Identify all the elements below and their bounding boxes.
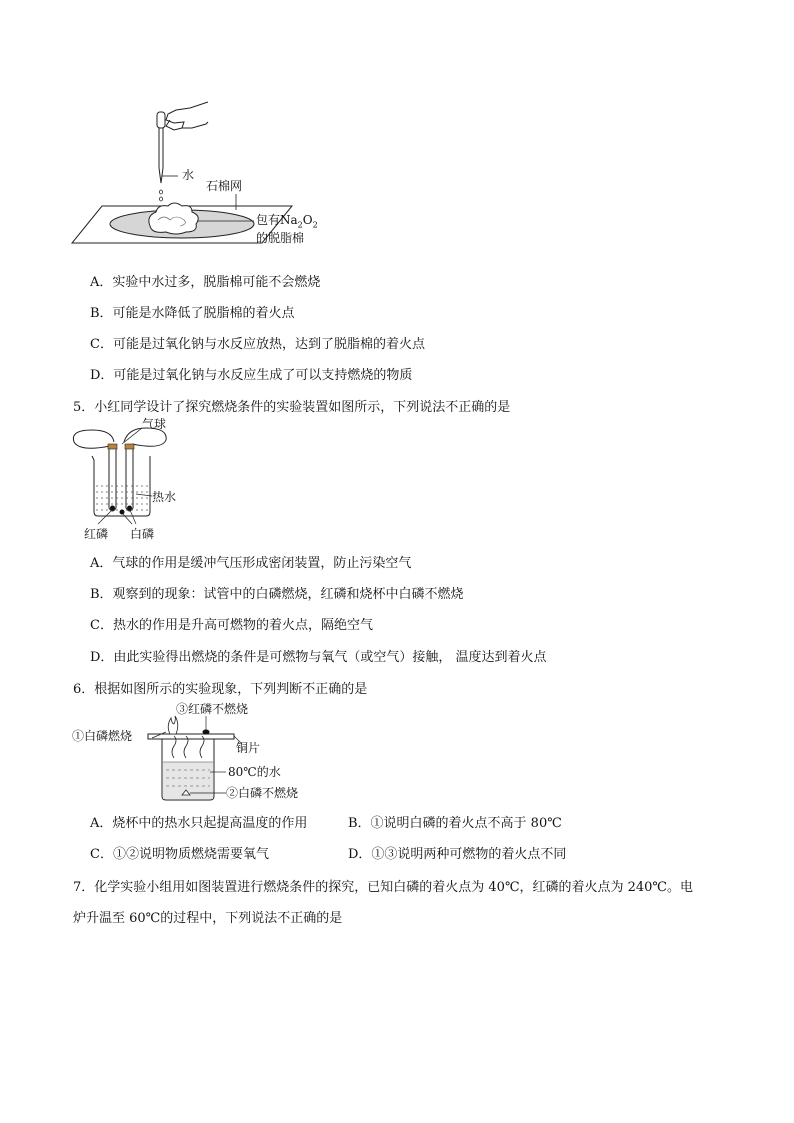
figure-q5 [70, 416, 190, 544]
q5-stem: 5．小红同学设计了探究燃烧条件的实验装置如图所示，下列说法不正确的是 [73, 400, 511, 415]
label-hot-water: 热水 [152, 490, 177, 504]
q6-option-d: D．①③说明两种可燃物的着火点不同 [348, 847, 567, 862]
q6-option-a: A．烧杯中的热水只起提高温度的作用 [90, 816, 308, 831]
label-cotton [256, 214, 318, 229]
cotton-text-2: O [302, 213, 313, 227]
q5-option-a: A．气球的作用是缓冲气压形成密闭装置，防止污染空气 [90, 556, 412, 571]
q4-option-d: D．可能是过氧化钠与水反应生成了可以支持燃烧的物质 [90, 368, 413, 383]
q7-stem-line-1: 7．化学实验小组用如图装置进行燃烧条件的探究，已知白磷的着火点为 40℃，红磷的着火点为 240℃。电 [73, 880, 693, 895]
q6-stem: 6．根据如图所示的实验现象，下列判断不正确的是 [73, 682, 368, 697]
label-red-p-not-burning: ③红磷不燃烧 [176, 702, 249, 716]
q7-stem-line-2: 炉升温至 60℃的过程中，下列说法不正确的是 [73, 911, 343, 926]
label-white-p-burning: ①白磷燃烧 [72, 729, 133, 743]
q4-option-a: A．实验中水过多，脱脂棉可能不会燃烧 [90, 275, 321, 290]
label-80c-water: 80℃的水 [228, 765, 281, 779]
q5-option-d: D．由此实验得出燃烧的条件是可燃物与氧气（或空气）接触， 温度达到着火点 [90, 650, 547, 665]
q4-option-b: B．可能是水降低了脱脂棉的着火点 [90, 306, 295, 321]
q6-option-c: C．①②说明物质燃烧需要氧气 [90, 847, 269, 862]
figure-q4 [70, 98, 330, 248]
figure-q5-drawing [70, 416, 190, 544]
label-cotton-2: 的脱脂棉 [256, 231, 305, 245]
q6-option-b: B．①说明白磷的着火点不高于 80℃ [348, 816, 562, 831]
q5-option-c: C．热水的作用是升高可燃物的着火点，隔绝空气 [90, 618, 373, 633]
cotton-sub-2: 2 [312, 220, 318, 230]
label-copper-sheet: 铜片 [236, 741, 261, 755]
q4-option-c: C．可能是过氧化钠与水反应放热，达到了脱脂棉的着火点 [90, 337, 425, 352]
label-balloon: 气球 [142, 417, 167, 431]
label-white-phosphorus: 白磷 [130, 527, 155, 541]
label-white-p-not-burning: ②白磷不燃烧 [226, 786, 299, 800]
cotton-text-1: 包有Na [256, 213, 298, 227]
cotton-sub-1: 2 [297, 220, 303, 230]
q5-option-b: B．观察到的现象：试管中的白磷燃烧，红磷和烧杯中白磷不燃烧 [90, 587, 464, 602]
label-asbestos-net: 石棉网 [206, 179, 243, 193]
label-water: 水 [182, 168, 195, 182]
figure-q6 [70, 700, 330, 804]
label-red-phosphorus: 红磷 [84, 527, 109, 541]
